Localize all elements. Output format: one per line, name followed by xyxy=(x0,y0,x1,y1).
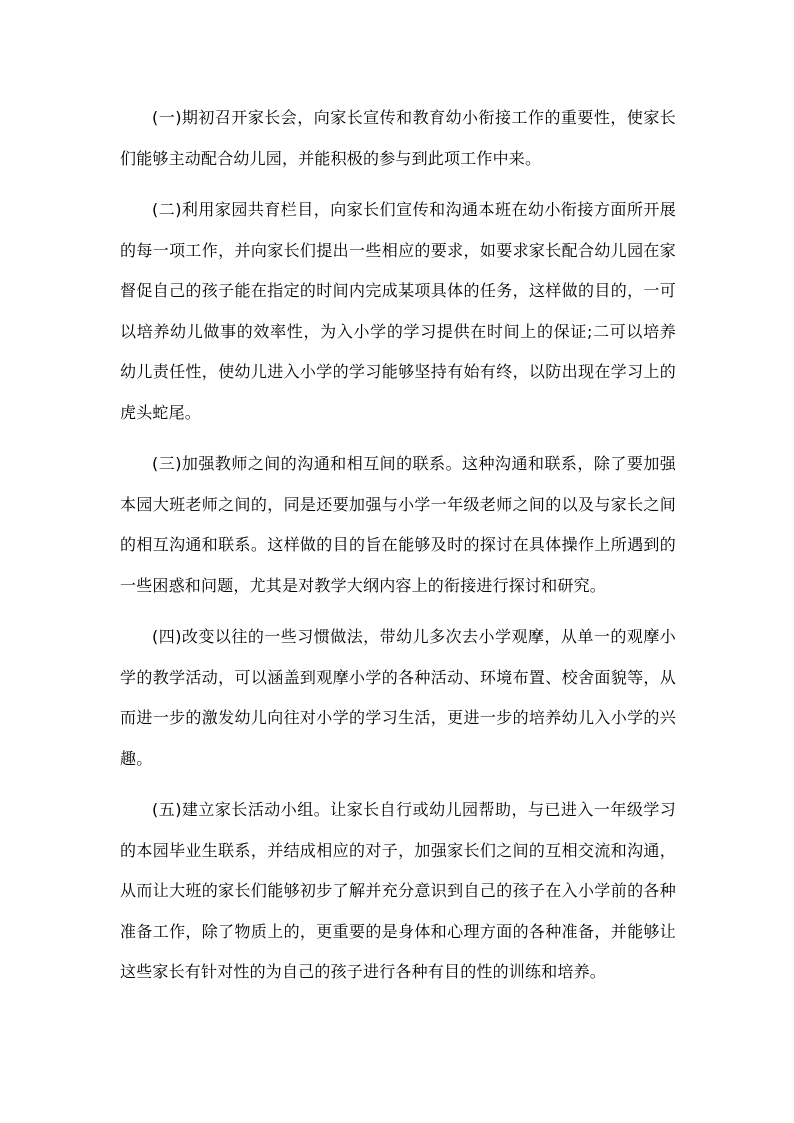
paragraph-5: (五)建立家长活动小组。让家长自行或幼儿园帮助，与已进入一年级学习的本园毕业生联系，并结成相应的对子，加强家长们之间的互相交流和沟通，从而让大班的家长们能够初步了解并充分意识到自己的孩子在入小学前的各种准备工作，除了物质上的，更重要的是身体和心理方面的各种准备，并能够让这些家长有针对性的为自己的孩子进行各种有目的性的训练和培养。 xyxy=(120,800,676,981)
document-page xyxy=(120,98,676,993)
paragraph-2: (二)利用家园共育栏目，向家长们宣传和沟通本班在幼小衔接方面所开展的每一项工作，并向家长们提出一些相应的要求，如要求家长配合幼儿园在家督促自己的孩子能在指定的时间内完成某项具体的任务，这样做的目的，一可以培养幼儿做事的效率性，为入小学的学习提供在时间上的保证;二可以培养幼儿责任性，使幼儿进入小学的学习能够坚持有始有终，以防出现在学习上的虎头蛇尾。 xyxy=(120,200,676,422)
paragraph-3: (三)加强教师之间的沟通和相互间的联系。这种沟通和联系，除了要加强本园大班老师之间的，同是还要加强与小学一年级老师之间的以及与家长之间的相互沟通和联系。这样做的目的旨在能够及时的探讨在具体操作上所遇到的一些困惑和问题，尤其是对教学大纲内容上的衔接进行探讨和研究。 xyxy=(120,454,676,595)
paragraph-1: (一)期初召开家长会，向家长宣传和教育幼小衔接工作的重要性，使家长们能够主动配合幼儿园，并能积极的参与到此项工作中来。 xyxy=(120,108,676,168)
paragraph-4: (四)改变以往的一些习惯做法，带幼儿多次去小学观摩，从单一的观摩小学的教学活动，可以涵盖到观摩小学的各种活动、环境布置、校舍面貌等，从而进一步的激发幼儿向往对小学的学习生活，更进一步的培养幼儿入小学的兴趣。 xyxy=(120,627,676,768)
